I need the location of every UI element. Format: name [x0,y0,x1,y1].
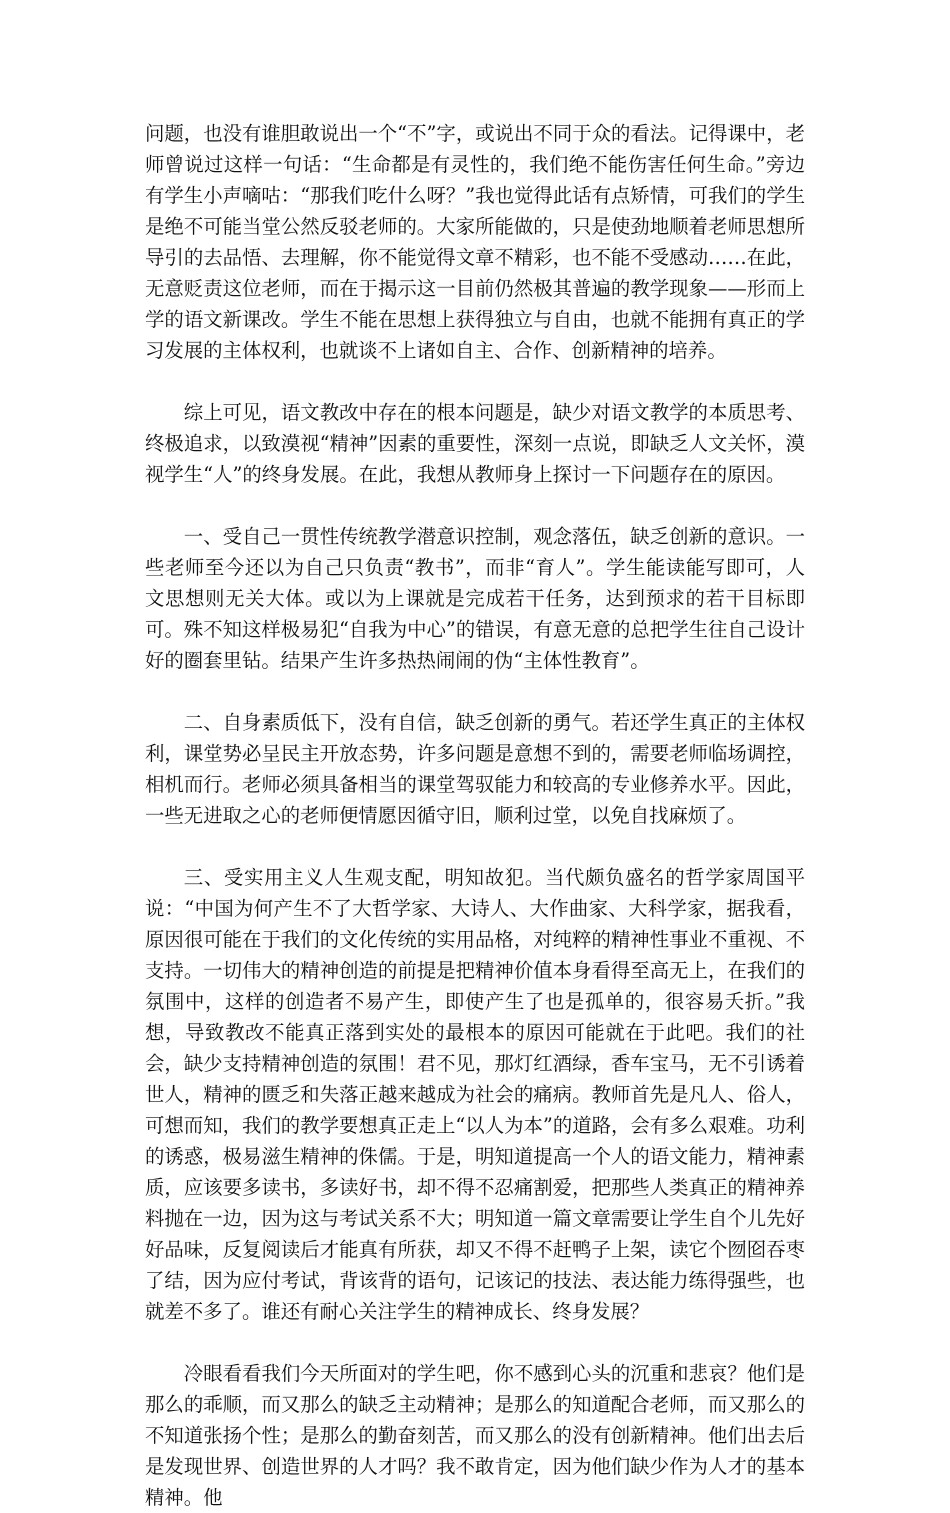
document-body [145,118,805,1513]
paragraph-reason-three: 三、受实用主义人生观支配，明知故犯。当代颇负盛名的哲学家周国平说：“中国为何产生不了大哲学家、大诗人、大作曲家、大科学家，据我看，原因很可能在于我们的文化传统的实用品格，对纯粹的精神性事业不重视、不支持。一切伟大的精神创造的前提是把精神价值本身看得至高无上，在我们的氛围中，这样的创造者不易产生，即使产生了也是孤单的，很容易夭折。”我想，导致教改不能真正落到实处的最根本的原因可能就在于此吧。我们的社会，缺少支持精神创造的氛围！君不见，那灯红酒绿，香车宝马，无不引诱着世人，精神的匮乏和失落正越来越成为社会的痛病。教师首先是凡人、俗人，可想而知，我们的教学要想真正走上“以人为本”的道路，会有多么艰难。功利的诱惑，极易滋生精神的侏儒。于是，明知道提高一个人的语文能力，精神素质，应该要多读书，多读好书，却不得不忍痛割爱，把那些人类真正的精神养料抛在一边，因为这与考试关系不大；明知道一篇文章需要让学生自个儿先好好品味，反复阅读后才能真有所获，却又不得不赶鸭子上架，读它个囫囵吞枣了结，因为应付考试，背该背的语句，记该记的技法、表达能力练得强些，也就差不多了。谁还有耐心关注学生的精神成长、终身发展？ [145,866,805,1323]
paragraph-reason-one: 一、受自己一贯性传统教学潜意识控制，观念落伍，缺乏创新的意识。一些老师至今还以为自己只负责“教书”，而非“育人”。学生能读能写即可，人文思想则无关大体。或以为上课就是完成若干任务，达到预求的若干目标即可。殊不知这样极易犯“自我为中心”的错误，有意无意的总把学生往自己设计好的圈套里钻。结果产生许多热热闹闹的伪“主体性教育”。 [145,525,805,672]
paragraph-reason-two: 二、自身素质低下，没有自信，缺乏创新的勇气。若还学生真正的主体权利，课堂势必呈民主开放态势，许多问题是意想不到的，需要老师临场调控，相机而行。老师必须具备相当的课堂驾驭能力和较高的专业修养水平。因此，一些无进取之心的老师便情愿因循守旧，顺利过堂，以免自找麻烦了。 [145,711,805,827]
paragraph-students: 冷眼看看我们今天所面对的学生吧，你不感到心头的沉重和悲哀？他们是那么的乖顺，而又那么的缺乏主动精神；是那么的知道配合老师，而又那么的不知道张扬个性；是那么的勤奋刻苦，而又那么的没有创新精神。他们出去后是发现世界、创造世界的人才吗？我不敢肯定，因为他们缺少作为人才的基本精神。他 [145,1362,805,1509]
paragraph-summary: 综上可见，语文教改中存在的根本问题是，缺少对语文教学的本质思考、终极追求，以致漠视“精神”因素的重要性，深刻一点说，即缺乏人文关怀，漠视学生“人”的终身发展。在此，我想从教师身上探讨一下问题存在的原因。 [145,401,805,486]
paragraph-continued: 问题，也没有谁胆敢说出一个“不”字，或说出不同于众的看法。记得课中，老师曾说过这样一句话：“生命都是有灵性的，我们绝不能伤害任何生命。”旁边有学生小声嘀咕：“那我们吃什么呀？”我也觉得此话有点矫情，可我们的学生是绝不可能当堂公然反驳老师的。大家所能做的，只是使劲地顺着老师思想所导引的去品悟、去理解，你不能觉得文章不精彩，也不能不受感动……在此，无意贬责这位老师，而在于揭示这一目前仍然极其普遍的教学现象——形而上学的语文新课改。学生不能在思想上获得独立与自由，也就不能拥有真正的学习发展的主体权利，也就谈不上诸如自主、合作、创新精神的培养。 [145,122,805,362]
